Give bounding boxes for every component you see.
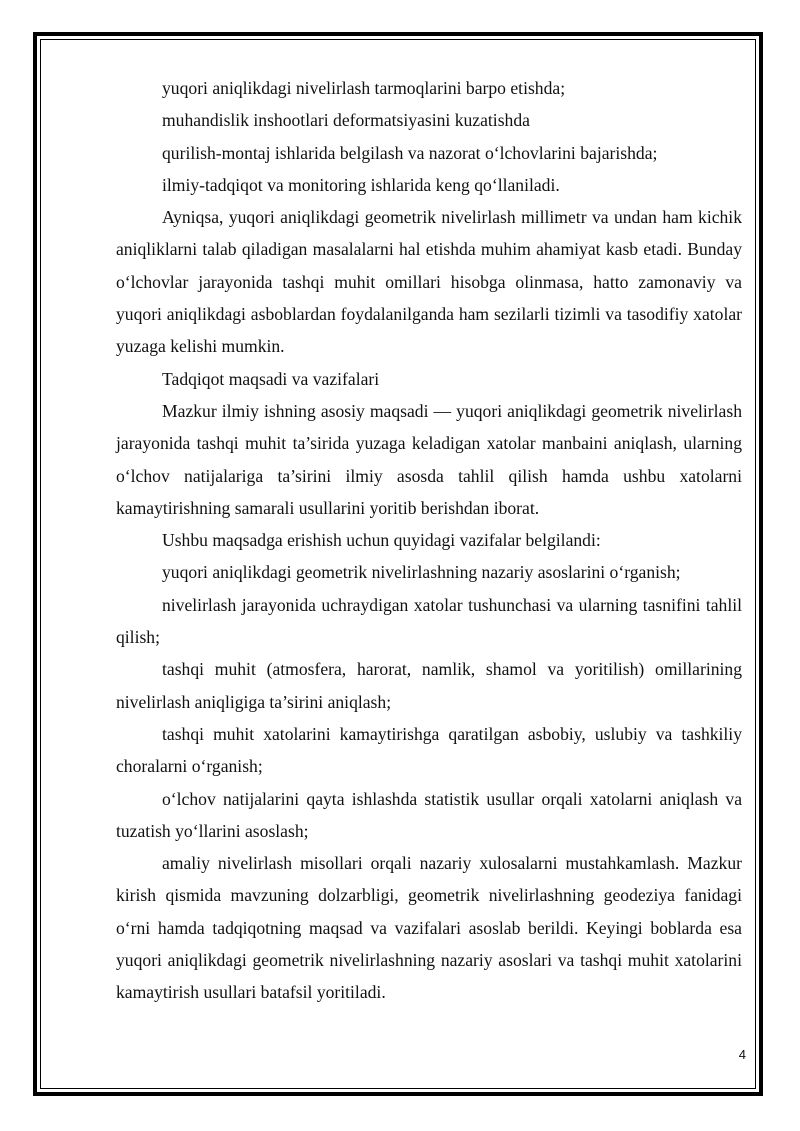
paragraph: Ayniqsa, yuqori aniqlikdagi geometrik nivelirlash millimetr va undan ham kichik aniqliklarni talab qiladigan masalalarni hal etishda muhim ahamiyat kasb etadi. Bunday o‘lchovlar jarayonida tashqi muhit omillari hisobga olinmasa, hatto zamonaviy va yuqori aniqlikdagi asboblardan foydalanilganda ham sezilarli tizimli va tasodifiy xatolar yuzaga kelishi mumkin.	[116, 207, 742, 357]
page-number: 4	[738, 1047, 746, 1062]
paragraph: yuqori aniqlikdagi nivelirlash tarmoqlarini barpo etishda;	[162, 78, 566, 98]
paragraph: tashqi muhit (atmosfera, harorat, namlik, shamol va yoritilish) omillarining nivelirlash aniqligiga ta’sirini aniqlash;	[116, 659, 742, 712]
section-heading: Tadqiqot maqsadi va vazifalari	[162, 368, 380, 389]
paragraph: muhandislik inshootlari deformatsiyasini kuzatishda	[162, 110, 530, 131]
paragraph: nivelirlash jarayonida uchraydigan xatolar tushunchasi va ularning tasnifini tahlil qilish;	[116, 594, 742, 648]
paragraph: qurilish-montaj ishlarida belgilash va nazorat o‘lchovlarini bajarishda;	[162, 142, 658, 163]
paragraph: Mazkur ilmiy ishning asosiy maqsadi — yuqori aniqlikdagi geometrik nivelirlash jarayonida tashqi muhit ta’sirida yuzaga keladigan xatolar manbaini aniqlash, ularning o‘lchov natijalariga ta’sirini ilmiy asosda tahlil qilish hamda ushbu xatolarni kamaytirishning samarali usullarini yoritib berishdan iborat.	[116, 400, 742, 518]
paragraph: Ushbu maqsadga erishish uchun quyidagi vazifalar belgilandi:	[162, 530, 601, 551]
paragraph: yuqori aniqlikdagi geometrik nivelirlashning nazariy asoslarini o‘rganish;	[162, 562, 681, 583]
paragraph: o‘lchov natijalarini qayta ishlashda statistik usullar orqali xatolarni aniqlash va tuzatish yo‘llarini asoslash;	[116, 788, 742, 841]
paragraph: amaliy nivelirlash misollari orqali nazariy xulosalarni mustahkamlash. Mazkur kirish qismida mavzuning dolzarbligi, geometrik nivelirlashning geodeziya fanidagi o‘rni hamda tadqiqotning maqsad va vazifalari asoslab berildi. Keyingi boblarda esa yuqori aniqlikdagi geometrik nivelirlashning nazariy asoslari va tashqi muhit xatolarini kamaytirish usullari batafsil yoritiladi.	[116, 853, 742, 1003]
paragraph: ilmiy-tadqiqot va monitoring ishlarida keng qo‘llaniladi.	[162, 174, 560, 195]
paragraph: tashqi muhit xatolarini kamaytirishga qaratilgan asbobiy, uslubiy va tashkiliy choralarni o‘rganish;	[116, 723, 742, 777]
document-body	[116, 72, 742, 1009]
